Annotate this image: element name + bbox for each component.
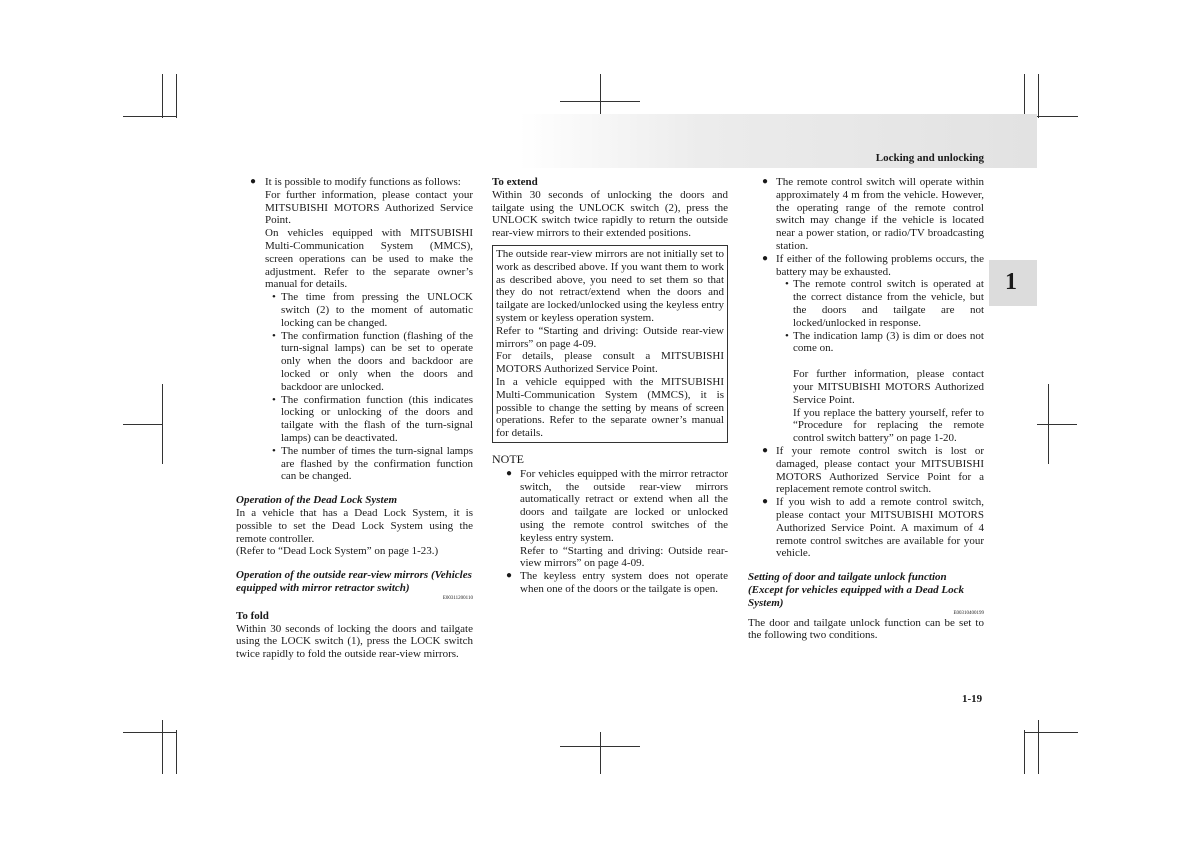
crop-mark: [1024, 732, 1078, 733]
sub-item: • The remote control switch is operated at the correct distance from the vehicle, but the doors and tailgate are not locked/unlocked in response.: [748, 278, 984, 329]
info-box: [492, 245, 728, 443]
reference-code: E00310400199: [953, 610, 984, 616]
crop-mark: [123, 732, 177, 733]
bullet-item: ● It is possible to modify functions as follows:: [236, 176, 473, 189]
paragraph: For further information, please contact your MITSUBISHI MOTORS Authorized Service Point.: [265, 188, 473, 227]
crop-mark: [560, 746, 640, 747]
column-right: [748, 176, 984, 642]
note-item: ● The keyless entry system does not operate when one of the doors or the tailgate is open.: [492, 570, 728, 596]
crop-mark: [162, 720, 163, 774]
paragraph: In a vehicle equipped with the MITSUBISHI Multi-Communication System (MMCS), it is possible to change the setting by means of screen operations. Refer to the separate owner’s manual for details.: [496, 375, 724, 440]
bullet-item: ● The remote control switch will operate within approximately 4 m from the vehicle. However, the operating range of the remote control switch may change if the vehicle is located near a power station, or radio/TV broadcasting station.: [748, 176, 984, 253]
paragraph: If you replace the battery yourself, refer to “Procedure for replacing the remote control switch battery” on page 1-20.: [793, 406, 984, 445]
sub-item: • The confirmation function (flashing of the turn-signal lamps) can be set to operate only when the doors and backdoor are locked or only when the doors and backdoor are unlocked.: [236, 330, 473, 394]
bullet-item: ● If either of the following problems occurs, the battery may be exhausted.: [748, 253, 984, 279]
deadlock-heading: Operation of the Dead Lock System: [236, 494, 398, 507]
paragraph: Within 30 seconds of locking the doors and tailgate using the LOCK switch (1), press the LOCK switch twice rapidly to fold the outside rear-view mirrors.: [236, 622, 473, 661]
crop-mark: [560, 101, 640, 102]
paragraph: Within 30 seconds of unlocking the doors and tailgate using the UNLOCK switch (2), press the UNLOCK switch twice rapidly to return the outside rear-view mirrors to their extended positions.: [492, 188, 728, 240]
paragraph: For further information, please contact your MITSUBISHI MOTORS Authorized Service Point.: [793, 368, 984, 406]
crop-mark: [1037, 424, 1077, 425]
note-label: NOTE: [492, 451, 524, 466]
paragraph: The outside rear-view mirrors are not initially set to work as described above. If you want them to work as described above, you need to set them so that they do not retract/extend when the doors and tailgate are locked/unlocked using the keyless entry system or keyless operation system.: [496, 247, 724, 324]
paragraph: The door and tailgate unlock function can be set to the following two conditions.: [748, 616, 984, 642]
crop-mark: [162, 74, 163, 118]
sub-item: • The number of times the turn-signal lamps are flashed by the confirmation function can be changed.: [236, 445, 473, 483]
extend-heading: To extend: [492, 176, 538, 188]
reference-code: E00311200110: [442, 595, 473, 601]
paragraph: Refer to “Starting and driving: Outside rear-view mirrors” on page 4-09.: [520, 544, 728, 570]
crop-mark: [176, 74, 177, 118]
mirror-heading: Operation of the outside rear-view mirrors (Vehicles equipped with mirror retractor switch): [236, 569, 472, 594]
crop-mark: [123, 116, 177, 117]
paragraph: In a vehicle that has a Dead Lock System, it is possible to set the Dead Lock System using the remote controller.: [236, 506, 473, 545]
crop-mark: [1024, 730, 1025, 774]
paragraph: For details, please consult a MITSUBISHI MOTORS Authorized Service Point.: [496, 350, 724, 376]
paragraph: Refer to “Starting and driving: Outside rear-view mirrors” on page 4-09.: [496, 324, 724, 350]
sub-item: • The confirmation function (this indicates locking or unlocking of the doors and tailgate with the flash of the turn-signal lamps) can be deactivated.: [236, 394, 473, 445]
section-title: Locking and unlocking: [875, 152, 984, 164]
page-number: 1-19: [962, 693, 983, 705]
crop-mark: [1038, 74, 1039, 118]
crop-mark: [1024, 74, 1025, 118]
column-left: [236, 176, 473, 661]
crop-mark: [600, 732, 601, 774]
crop-mark: [600, 74, 601, 118]
sub-item: • The time from pressing the UNLOCK switch (2) to the moment of automatic locking can be changed.: [236, 291, 473, 329]
note-item: ● For vehicles equipped with the mirror retractor switch, the outside rear-view mirrors automatically retract or extend when all the doors and tailgate are locked or unlocked using the remote control switches of the keyless entry system.: [492, 468, 728, 545]
bullet-item: ● If you wish to add a remote control switch, please contact your MITSUBISHI MOTORS Authorized Service Point. A maximum of 4 remote control switches are available for your vehicle.: [748, 496, 984, 560]
fold-heading: To fold: [236, 609, 269, 622]
crop-mark: [1038, 720, 1039, 774]
chapter-number: 1: [1005, 269, 1017, 295]
column-middle: [492, 176, 728, 596]
crop-mark: [176, 730, 177, 774]
crop-mark: [123, 424, 163, 425]
setting-heading: Setting of door and tailgate unlock function (Except for vehicles equipped with a Dead Lock System): [748, 571, 964, 609]
paragraph: On vehicles equipped with MITSUBISHI Multi-Communication System (MMCS), screen operations can be used to make the adjustment. Refer to the separate owner’s manual for details.: [265, 227, 473, 291]
sub-item: • The indication lamp (3) is dim or does not come on.: [748, 330, 984, 356]
paragraph: (Refer to “Dead Lock System” on page 1-23.): [236, 545, 439, 558]
bullet-item: ● If your remote control switch is lost or damaged, please contact your MITSUBISHI MOTORS Authorized Service Point for a replacement remote control switch.: [748, 445, 984, 496]
chapter-tab: [989, 260, 1037, 306]
